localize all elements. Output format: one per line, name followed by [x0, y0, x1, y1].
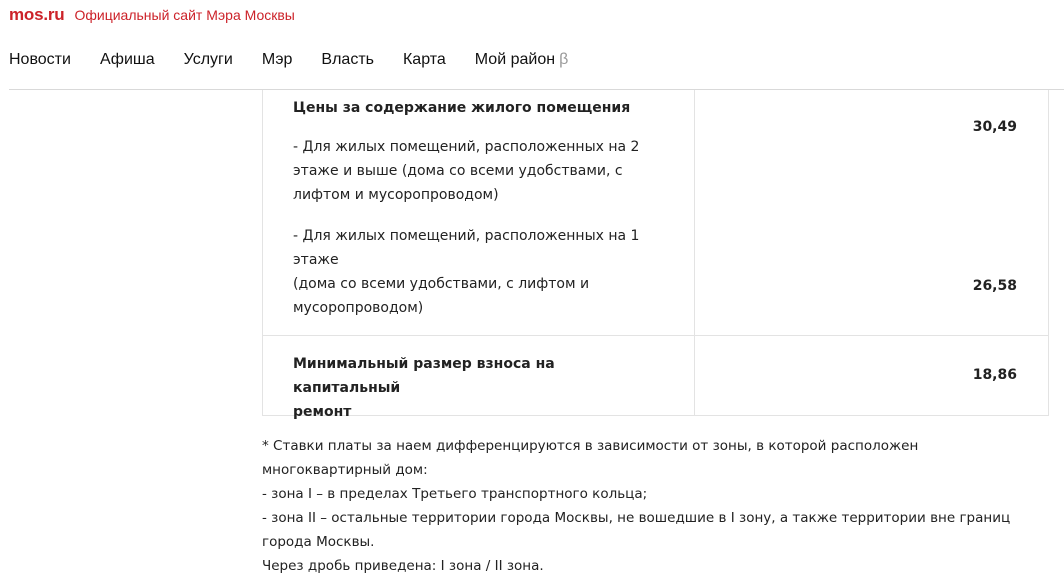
table-border-left — [262, 90, 263, 416]
row1-sub1-line: - Для жилых помещений, расположенных на 2 — [293, 139, 640, 155]
nav-item-services[interactable]: Услуги — [183, 51, 233, 68]
footnote-line: - зона I – в пределах Третьего транспортного кольца; — [262, 486, 648, 502]
row1-sub1-line: этаже и выше (дома со всеми удобствами, с — [293, 163, 623, 179]
row1-title: Цены за содержание жилого помещения — [293, 100, 631, 116]
footnote-line: города Москвы. — [262, 534, 375, 550]
row2-title-line: ремонт — [293, 404, 352, 420]
row2-title-line: Минимальный размер взноса на капитальный — [293, 356, 555, 396]
nav-item-my-district[interactable] — [475, 51, 568, 69]
nav-item-government[interactable]: Власть — [321, 51, 374, 68]
footnote-line: многоквартирный дом: — [262, 462, 428, 478]
row1-value2: 26,58 — [972, 278, 1017, 294]
nav-item-map[interactable]: Карта — [402, 51, 446, 68]
row2-title — [293, 352, 663, 424]
row1-sub2-line: - Для жилых помещений, расположенных на 1 — [293, 228, 640, 244]
tariff-table — [262, 90, 1049, 420]
footnote-line: Через дробь приведена: I зона / II зона. — [262, 558, 544, 574]
table-row-divider — [262, 335, 1049, 336]
row1-value1: 30,49 — [972, 119, 1017, 135]
row1-sub1-line: лифтом и мусоропроводом) — [293, 187, 499, 203]
row1-sub2-line: этаже — [293, 252, 339, 268]
footnote-line: - зона II – остальные территории города Москвы, не вошедшие в I зону, а также территории вне границ — [262, 510, 1011, 526]
row2-value: 18,86 — [972, 367, 1017, 383]
site-logo[interactable]: mos.ru — [9, 5, 65, 24]
nav-item-afisha[interactable]: Афиша — [99, 51, 155, 68]
row1-sub2-line: (дома со всеми удобствами, с лифтом и — [293, 276, 590, 292]
row1-sub2 — [293, 224, 663, 320]
nav-item-news[interactable]: Новости — [9, 51, 71, 68]
footnote-line: * Ставки платы за наем дифференцируются в зависимости от зоны, в которой расположен — [262, 438, 919, 454]
table-column-divider — [694, 90, 695, 416]
top-bar — [9, 5, 295, 25]
row1-sub2-line: мусоропроводом) — [293, 300, 424, 316]
site-title[interactable]: Официальный сайт Мэра Москвы — [74, 7, 295, 23]
row1-sub1 — [293, 135, 663, 207]
main-nav — [9, 51, 597, 69]
table-border-right — [1048, 90, 1049, 416]
nav-item-my-district-label: Мой район — [474, 51, 556, 68]
footnote — [262, 434, 1052, 578]
beta-badge: β — [559, 51, 569, 68]
nav-item-mayor[interactable]: Мэр — [261, 51, 293, 68]
